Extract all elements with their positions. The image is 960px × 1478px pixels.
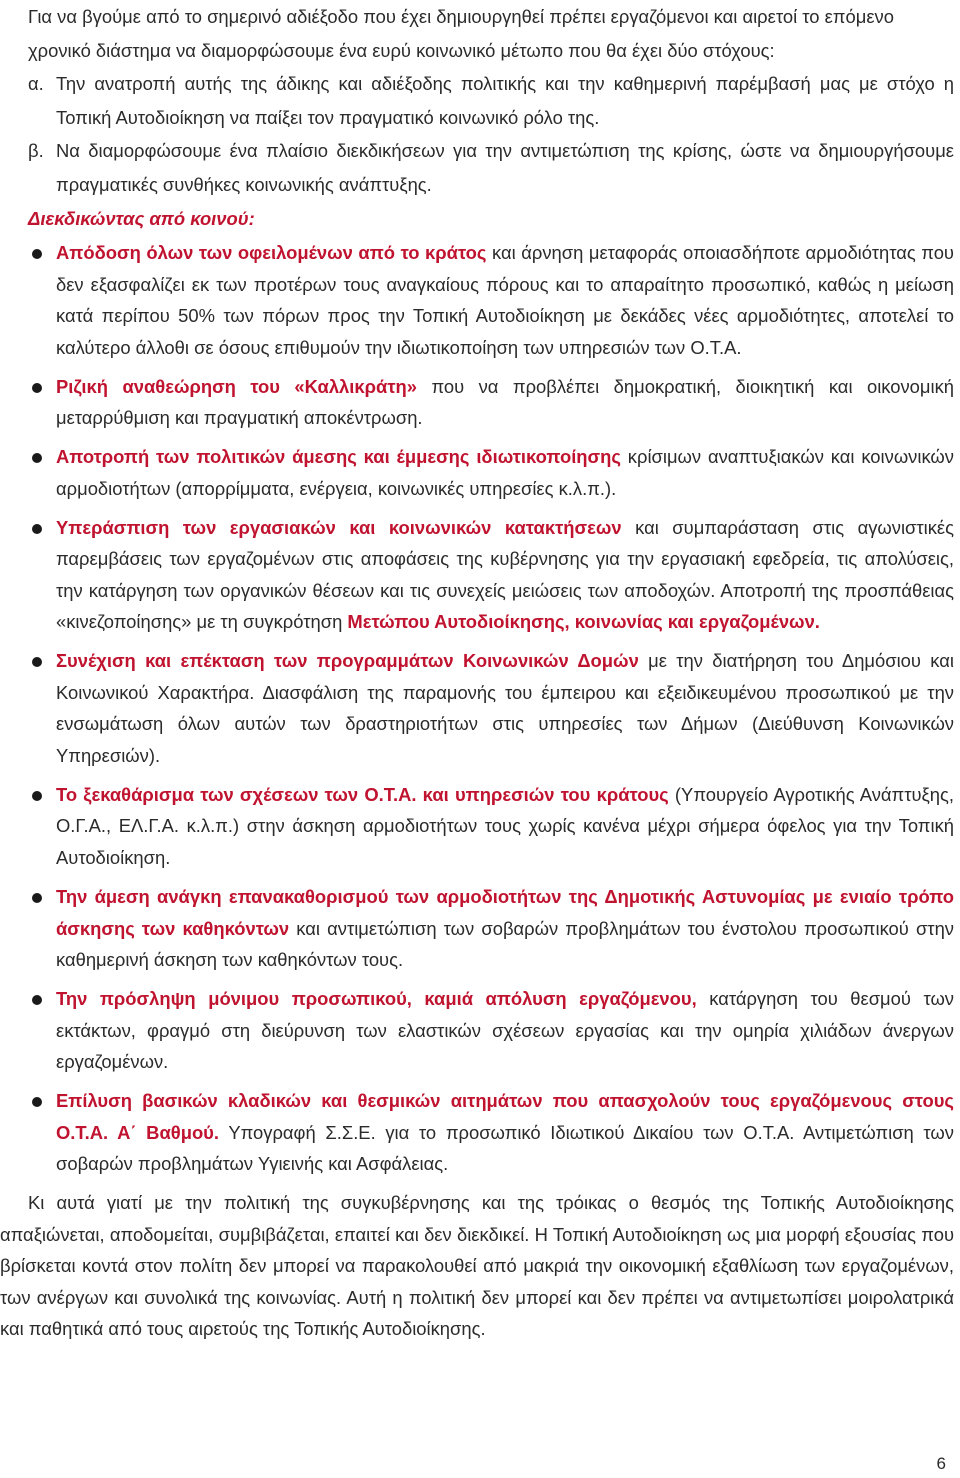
demand-text: και άρνηση μεταφοράς οποιασδήποτε αρμοδιότητας που δεν εξασφαλίζει εκ των προτέρων τους αναγκαίους πόρους και το απαραίτητο προσωπικό, καθώς η μείωση κατά περίπου 50% των πόρων προς την Τοπική Αυτοδιοίκηση με δεκάδες νέες αρμοδιότητες, αποτελεί το καλύτερο άλλοθι σε όσους επιθυμούν την ιδιωτικοποίηση των υπηρεσιών των Ο.Τ.Α. [56, 242, 954, 358]
goals-list [28, 67, 954, 201]
demand-bold: Την πρόσληψη μόνιμου προσωπικού, καμιά απόλυση εργαζόμενου, [56, 988, 697, 1010]
bullet-icon [32, 893, 42, 903]
demand-bold: Την άμεση ανάγκη επανακαθορισμού των αρμοδιοτήτων της Δημοτικής Αστυνομίας με ενιαίο τρόπο άσκησης των καθηκόντων [56, 886, 954, 939]
demand-item [56, 512, 954, 638]
bullet-icon [32, 249, 42, 259]
bullet-icon [32, 657, 42, 667]
demand-text: και συμπαράσταση στις αγωνιστικές παρεμβάσεις των εργαζομένων στις αποφάσεις της κυβέρνησης για την εργασιακή εφεδρεία, τις απολύσεις, την κατάργηση των οργανικών θέσεων και τις συνεχείς μειώσεις των αποδοχών. Αποτροπή της προσπάθειας «κινεζοποίησης» με τη συγκρότηση [56, 516, 954, 633]
page-number: 6 [936, 1454, 946, 1473]
demand-item [56, 645, 954, 771]
demand-bold: Ριζική αναθεώρηση του «Καλλικράτη» [56, 375, 418, 397]
demand-text: (Υπουργείο Αγροτικής Ανάπτυξης, Ο.Γ.Α., ΕΛ.Γ.Α. κ.λ.π.) στην άσκηση αρμοδιοτήτων τους χωρίς κανένα μέχρι σήμερα όφελος για την Τοπική Αυτοδιοίκηση. [56, 783, 954, 868]
demand-tail-bold: Μετώπου Αυτοδιοίκησης, κοινωνίας και εργαζομένων. [347, 611, 820, 633]
goal-item [28, 67, 954, 134]
demand-text: και αντιμετώπιση των σοβαρών προβλημάτων του ένστολου προσωπικού στην καθημερινή άσκηση των καθηκόντων τους. [56, 917, 954, 971]
demand-bold: Συνέχιση και επέκταση των προγραμμάτων Κοινωνικών Δομών [56, 650, 639, 672]
section-subheading: Διεκδικώντας από κοινού: [28, 208, 255, 229]
goal-text: Την ανατροπή αυτής της άδικης και αδιέξοδης πολιτικής και την καθημερινή παρέμβασή μας με στόχο η Τοπική Αυτοδιοίκηση να παίξει τον πραγματικό κοινωνικό ρόλο της. [56, 73, 954, 128]
demand-text: κατάργηση του θεσμού των εκτάκτων, φραγμό στη διεύρυνση των ελαστικών σχέσεων εργασίας και την ομηρία χιλιάδων άνεργων εργαζομένων. [56, 988, 954, 1073]
demand-item [56, 779, 954, 874]
demand-item [56, 371, 954, 434]
demand-bold: Απόδοση όλων των οφειλομένων από το κράτος [56, 242, 487, 263]
demands-list [56, 237, 954, 1180]
demand-bold: Αποτροπή των πολιτικών άμεσης και έμμεσης ιδιωτικοποίησης [56, 446, 621, 468]
bullet-icon [32, 524, 42, 534]
demand-item [56, 441, 954, 504]
bullet-icon [32, 995, 42, 1005]
demand-text: Υπογραφή Σ.Σ.Ε. για το προσωπικό Ιδιωτικού Δικαίου των Ο.Τ.Α. Αντιμετώπιση των σοβαρών προβλημάτων Υγιεινής και Ασφάλειας. [56, 1121, 954, 1175]
demand-item [56, 983, 954, 1078]
demand-text: κρίσιμων αναπτυξιακών και κοινωνικών αρμοδιοτήτων (απορρίμματα, ενέργεια, κοινωνικές υπηρεσίες κ.λ.π.). [56, 446, 954, 499]
bullet-icon [32, 383, 42, 393]
demand-bold: Υπεράσπιση των εργασιακών και κοινωνικών κατακτήσεων [56, 516, 622, 538]
goal-text: Να διαμορφώσουμε ένα πλαίσιο διεκδικήσεων για την αντιμετώπιση της κρίσης, ώστε να δημιουργήσουμε πραγματικές συνθήκες κοινωνικής ανάπτυξης. [56, 140, 954, 195]
goal-marker: β. [28, 140, 44, 161]
goal-marker: α. [28, 73, 44, 94]
bullet-icon [32, 453, 42, 463]
demand-text: που να προβλέπει δημοκρατική, διοικητική και οικονομική μεταρρύθμιση και πραγματική αποκέντρωση. [56, 375, 955, 429]
goal-item [28, 134, 954, 201]
demand-item [56, 237, 954, 363]
bullet-icon [32, 791, 42, 801]
demand-bold: Επίλυση βασικών κλαδικών και θεσμικών αιτημάτων που απασχολούν τους εργαζόμενους στους Ο.Τ.Α. Α΄ Βαθμού. [56, 1090, 954, 1143]
intro-paragraph: Για να βγούμε από το σημερινό αδιέξοδο που έχει δημιουργηθεί πρέπει εργαζόμενοι και αιρετοί το επόμενο χρονικό διάστημα να διαμορφώσουμε ένα ευρύ κοινωνικό μέτωπο που θα έχει δύο στόχους: [28, 6, 894, 61]
demand-item [56, 1085, 954, 1180]
closing-paragraph: Κι αυτά γιατί με την πολιτική της συγκυβέρνησης και της τρόικας ο θεσμός της Τοπικής Αυτοδιοίκησης απαξιώνεται, αποδομείται, συμβιβάζεται, επαιτεί και δεν διεκδικεί. Η Τοπική Αυτοδιοίκηση ως μια μορφή εξουσίας που βρίσκεται κοντά στον πολίτη δεν μπορεί να παρακολουθεί από μακριά την οικονομική εξαθλίωση των εργαζομένων, των ανέργων και συνολικά της κοινωνίας. Αυτή η πολιτική δεν μπορεί και δεν πρέπει να αντιμετωπίσει μοιρολατρικά και παθητικά από τους αιρετούς της Τοπικής Αυτοδιοίκησης. [0, 1192, 954, 1340]
demand-item [56, 881, 954, 976]
demand-text: με την διατήρηση του Δημόσιου και Κοινωνικού Χαρακτήρα. Διασφάλιση της παραμονής του έμπειρου και εξειδικευμένου προσωπικού με την ενσωμάτωση όλων αυτών των δραστηριοτήτων στις υπηρεσίες των Δήμων (Διεύθυνση Κοινωνικών Υπηρεσιών). [56, 650, 954, 766]
demand-bold: Το ξεκαθάρισμα των σχέσεων των Ο.Τ.Α. και υπηρεσιών του κράτους [56, 783, 669, 805]
bullet-icon [32, 1097, 42, 1107]
